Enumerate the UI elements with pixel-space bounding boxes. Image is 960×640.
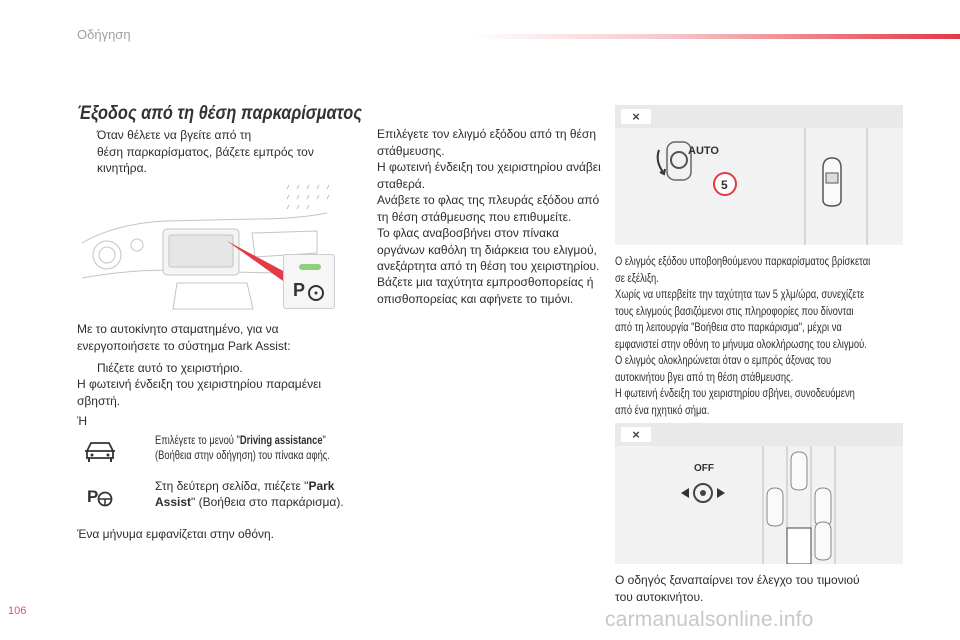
off-screen-drawing bbox=[615, 446, 903, 564]
step-line: σταθερά. bbox=[377, 176, 426, 191]
intro-line: κινητήρα. bbox=[97, 161, 147, 175]
note-line: Χωρίς να υπερβείτε την ταχύτητα των 5 χλμ/ώρα, συνεχίζετε bbox=[615, 287, 865, 301]
car-menu-icon bbox=[83, 439, 117, 463]
led-off-text bbox=[77, 376, 321, 409]
off-mode-label: OFF bbox=[694, 463, 714, 474]
note-line: Η φωτεινή ένδειξη του χειριστηρίου σβήνει, συνοδευόμενη bbox=[615, 386, 855, 400]
speed-badge: 5 bbox=[721, 178, 728, 192]
note-line: σε εξέλιξη. bbox=[615, 270, 659, 285]
menu-bold: Driving assistance bbox=[239, 433, 323, 447]
auto-mode-label: AUTO bbox=[688, 145, 719, 157]
activation-line: ενεργοποιήσετε το σύστημα Park Assist: bbox=[77, 338, 291, 353]
parking-icon bbox=[86, 484, 116, 508]
step-gear bbox=[377, 274, 593, 307]
intro-line: Όταν θέλετε να βγείτε από τη bbox=[97, 128, 252, 142]
second-page-instruction bbox=[155, 478, 344, 510]
screen-body bbox=[615, 446, 903, 564]
svg-text:P: P bbox=[293, 280, 306, 300]
header-accent-bar bbox=[470, 34, 960, 39]
step-line: στάθμευσης. bbox=[377, 143, 445, 158]
manoeuvre-note bbox=[615, 253, 870, 418]
step-line: οπισθοπορείας και αφήνετε το τιμόνι. bbox=[377, 291, 574, 306]
intro-line: θέση παρκαρίσματος, βάζετε εμπρός τον bbox=[97, 144, 314, 159]
message-text: Ένα μήνυμα εμφανίζεται στην οθόνη. bbox=[77, 527, 274, 541]
step-line: τη θέση στάθμευσης που επιθυμείτε. bbox=[377, 209, 572, 224]
note-line: από τη λειτουργία "Βοήθεια στο παρκάρισμα", μέχρι να bbox=[615, 320, 842, 334]
step-line: Το φλας αναβοσβήνει στον πίνακα bbox=[377, 226, 559, 240]
or-label: Ή bbox=[77, 414, 88, 428]
note-line: αυτοκινήτου βγει από τη θέση στάθμευσης. bbox=[615, 369, 794, 384]
watermark: carmanualsonline.info bbox=[605, 608, 814, 631]
second-text-2: " (Βοήθεια στο παρκάρισμα). bbox=[191, 495, 344, 509]
screen-body bbox=[615, 128, 903, 245]
auto-manoeuvre-screen bbox=[615, 105, 903, 245]
menu-instruction bbox=[155, 433, 330, 463]
control-resume-text bbox=[615, 572, 860, 605]
press-line: Πιέζετε αυτό το χειριστήριο. bbox=[97, 361, 243, 375]
led-indicator bbox=[299, 264, 321, 270]
note-line: τους ελιγμούς βασιζόμενοι στις πληροφορίες που δίνονται bbox=[615, 303, 854, 318]
park-assist-icon bbox=[284, 273, 336, 307]
page-title: Έξοδος από τη θέση παρκαρίσματος bbox=[77, 103, 362, 124]
step-line: Ανάβετε το φλας της πλευράς εξόδου από bbox=[377, 193, 600, 207]
resume-line: του αυτοκινήτου. bbox=[615, 589, 704, 604]
intro-text bbox=[97, 127, 314, 177]
auto-screen-drawing bbox=[615, 128, 903, 245]
screen-topbar bbox=[615, 423, 903, 446]
park-assist-button-illustration bbox=[283, 254, 335, 309]
note-line: εμφανιστεί στην οθόνη το μήνυμα ολοκλήρωσης του ελιγμού. bbox=[615, 336, 867, 351]
menu-text-line2: (Βοήθεια στην οδήγηση) του πίνακα αφής. bbox=[155, 448, 330, 462]
note-line: από ένα ηχητικό σήμα. bbox=[615, 402, 710, 417]
section-header: Οδήγηση bbox=[77, 27, 131, 42]
step-line: Επιλέγετε τον ελιγμό εξόδου από τη θέση bbox=[377, 127, 596, 141]
close-button[interactable]: × bbox=[621, 109, 651, 124]
step-indicator bbox=[377, 192, 599, 275]
page-number: 106 bbox=[8, 605, 27, 617]
activation-text bbox=[77, 321, 291, 354]
activation-line: Με το αυτοκίνητο σταματημένο, για να bbox=[77, 322, 279, 336]
resume-line: Ο οδηγός ξαναπαίρνει τον έλεγχο του τιμονιού bbox=[615, 573, 860, 587]
led-off-line: σβηστή. bbox=[77, 393, 121, 408]
second-bold-2: Assist bbox=[155, 495, 192, 509]
step-select bbox=[377, 126, 601, 192]
step-line: Βάζετε μια ταχύτητα εμπροσθοπορείας ή bbox=[377, 275, 594, 289]
note-line: Ο ελιγμός ολοκληρώνεται όταν ο εμπρός άξονας του bbox=[615, 353, 832, 367]
svg-text:P: P bbox=[87, 487, 99, 506]
menu-text-end: " bbox=[322, 433, 326, 447]
menu-text: Επιλέγετε το μενού " bbox=[155, 433, 240, 447]
note-line: Ο ελιγμός εξόδου υποβοηθούμενου παρκαρίσματος βρίσκεται bbox=[615, 254, 871, 268]
close-button[interactable]: × bbox=[621, 427, 651, 442]
second-bold: Park bbox=[308, 479, 335, 493]
off-screen bbox=[615, 423, 903, 564]
step-line: οργάνων καθόλη τη διάρκεια του ελιγμού, bbox=[377, 242, 597, 257]
step-line: Η φωτεινή ένδειξη του χειριστηρίου ανάβει bbox=[377, 160, 601, 174]
second-text: Στη δεύτερη σελίδα, πιέζετε " bbox=[155, 479, 309, 493]
screen-topbar bbox=[615, 105, 903, 128]
led-off-line: Η φωτεινή ένδειξη του χειριστηρίου παραμένει bbox=[77, 377, 322, 391]
step-line: ανεξάρτητα από τη θέση του χειριστηρίου. bbox=[377, 259, 600, 273]
